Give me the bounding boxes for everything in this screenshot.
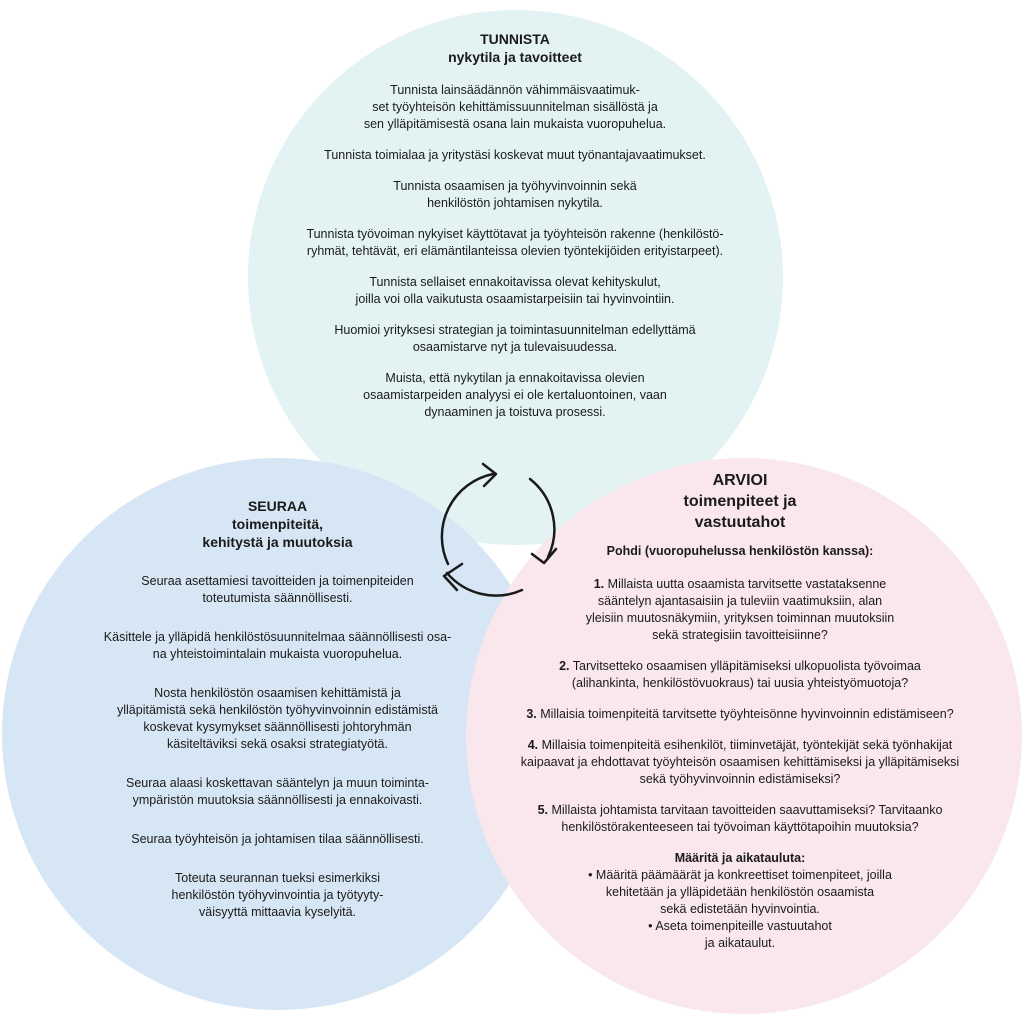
seuraa-paragraph: Nosta henkilöstön osaamisen kehittämistä ja ylläpitämistä sekä henkilöstön työhyvinvoinnin edistämistä koskevat kysymykset säännöllisesti johtoryhmän käsiteltäviksi sekä osaksi strategiatyötä. — [117, 686, 438, 751]
bullet-item: • Aseta toimenpiteille vastuutahot ja aikataulut. — [648, 919, 832, 950]
tunnista-title: TUNNISTA — [480, 31, 550, 47]
question-number: 5. — [537, 803, 548, 817]
tunnista-paragraph: Tunnista osaamisen ja työhyvinvoinnin sekä henkilöstön johtamisen nykytila. — [393, 179, 637, 210]
seuraa-paragraph: Seuraa työyhteisön ja johtamisen tilaa säännöllisesti. — [131, 832, 424, 846]
question-text: Millaisia toimenpiteitä esihenkilöt, tiiminvetäjät, työntekijät sekä työnhakijat kaipaavat ja ehdottavat työyhteisön osaamisen kehittämiseksi ja ylläpitämiseksi sekä työhyvinvoinnin edistämiseksi? — [520, 738, 960, 786]
define-heading: Määritä ja aikatauluta: — [674, 851, 806, 865]
tunnista-paragraph: Tunnista lainsäädännön vähimmäisvaatimuk- set työyhteisön kehittämissuunnitelman sisällöstä ja sen ylläpitämisestä osana lain mukaista vuoropuhelua. — [363, 83, 667, 131]
tunnista-section — [270, 30, 760, 421]
arvioi-section — [480, 470, 1000, 952]
question-item — [480, 658, 1000, 692]
question-text: Millaisia toimenpiteitä tarvitsette työyhteisönne hyvinvoinnin edistämiseen? — [540, 707, 954, 721]
question-text: Millaista johtamista tarvitaan tavoitteiden saavuttamiseksi? Tarvitaanko henkilöstörakenteeseen tai työvoiman käyttötapoihin muutoksia? — [551, 803, 943, 834]
tunnista-subtitle: nykytila ja tavoitteet — [448, 49, 582, 65]
seuraa-subtitle: toimenpiteitä, kehitystä ja muutoksia — [202, 516, 353, 550]
tunnista-paragraph: Tunnista työvoiman nykyiset käyttötavat ja työyhteisön rakenne (henkilöstö- ryhmät, tehtävät, eri elämäntilanteissa olevien työntekijöiden erityistarpeet). — [306, 227, 724, 258]
seuraa-paragraph: Toteuta seurannan tueksi esimerkiksi henkilöstön työhyvinvointia ja työtyyty- väisyyttä mittaavia kyselyitä. — [171, 871, 384, 919]
tunnista-paragraph: Tunnista sellaiset ennakoitavissa olevat kehityskulut, joilla voi olla vaikutusta osaamistarpeisiin tai hyvinvointiin. — [355, 275, 675, 306]
question-item — [480, 706, 1000, 723]
seuraa-paragraph: Seuraa alaasi koskettavan sääntelyn ja muun toiminta- ympäristön muutoksia säännöllisesti ja ennakoivasti. — [126, 776, 429, 807]
question-item — [480, 802, 1000, 836]
question-item — [480, 576, 1000, 644]
seuraa-title: SEURAA — [247, 498, 308, 514]
question-number: 3. — [526, 707, 537, 721]
arvioi-subtitle: toimenpiteet ja vastuutahot — [683, 493, 797, 531]
arvioi-title: ARVIOI — [712, 472, 768, 489]
arvioi-intro: Pohdi (vuoropuhelussa henkilöstön kanssa): — [606, 544, 874, 558]
seuraa-paragraph: Käsittele ja ylläpidä henkilöstösuunnitelmaa säännöllisesti osa- na yhteistoimintalain mukaista vuoropuhelua. — [103, 630, 452, 661]
question-number: 2. — [559, 659, 570, 673]
tunnista-paragraph: Tunnista toimialaa ja yritystäsi koskevat muut työnantajavaatimukset. — [324, 148, 706, 162]
tunnista-paragraph: Muista, että nykytilan ja ennakoitavissa olevien osaamistarpeiden analyysi ei ole kertaluontoinen, vaan dynaaminen ja toistuva prosessi. — [363, 371, 667, 419]
bullet-item: • Määritä päämäärät ja konkreettiset toimenpiteet, joilla kehitetään ja ylläpidetään henkilöstön osaamista sekä edistetään hyvinvointia. — [588, 868, 892, 916]
question-number: 1. — [593, 577, 605, 591]
question-text: Millaista uutta osaamista tarvitsette vastataksenne sääntelyn ajantasaisiin ja tuleviin vaatimuksiin, alan yleisiin muutosnäkymiin, yrityksen toiminnan muutoksiin sekä strategisiin tavoitteisiinne? — [585, 577, 895, 642]
question-text: Tarvitsetteko osaamisen ylläpitämiseksi ulkopuolista työvoimaa (alihankinta, henkilöstövuokraus) tai uusia yhteistyömuotoja? — [571, 659, 921, 690]
question-number: 4. — [527, 738, 539, 752]
question-item — [480, 737, 1000, 788]
seuraa-section — [60, 497, 495, 921]
tunnista-paragraph: Huomioi yrityksesi strategian ja toimintasuunnitelman edellyttämä osaamistarve nyt ja tulevaisuudessa. — [334, 323, 696, 354]
seuraa-paragraph: Seuraa asettamiesi tavoitteiden ja toimenpiteiden toteutumista säännöllisesti. — [141, 574, 414, 605]
